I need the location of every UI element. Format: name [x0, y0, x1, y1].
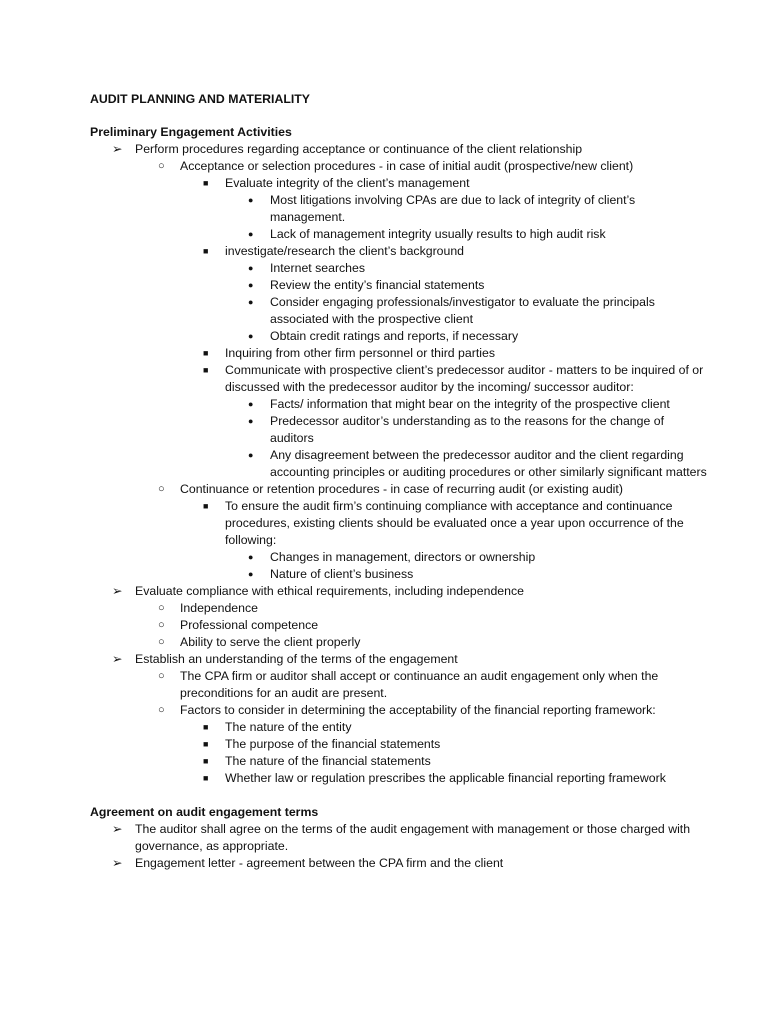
list-item [90, 668, 708, 702]
list-item-text: Any disagreement between the predecessor auditor and the client regarding accounting principles or auditing procedures or other similarly significant matters [270, 448, 707, 479]
square-bullet-icon: ■ [203, 756, 209, 766]
circle-bullet-icon: ○ [158, 483, 165, 495]
list-item [90, 549, 708, 566]
list-item [90, 634, 708, 651]
list-item [90, 583, 708, 600]
list-item [90, 141, 708, 158]
list-item-text: Facts/ information that might bear on the integrity of the prospective client [270, 397, 670, 411]
circle-bullet-icon: ○ [158, 619, 165, 631]
list-item-text: Consider engaging professionals/investigator to evaluate the principals associated with the prospective client [270, 295, 655, 326]
square-bullet-icon: ■ [203, 348, 209, 358]
list-item-text: Communicate with prospective client’s predecessor auditor - matters to be inquired of or discussed with the predecessor auditor by the incoming/ successor auditor: [225, 363, 704, 394]
list-item [90, 651, 708, 668]
arrow-bullet-icon: ➢ [112, 584, 123, 598]
dot-bullet-icon: ● [248, 331, 254, 341]
list-item-text: The CPA firm or auditor shall accept or continuance an audit engagement only when the preconditions for an audit are present. [180, 669, 659, 700]
document-body [90, 124, 708, 872]
list-item [90, 294, 708, 328]
list-item-text: Independence [180, 601, 258, 615]
list-item-text: Whether law or regulation prescribes the applicable financial reporting framework [225, 771, 666, 785]
list-item [90, 277, 708, 294]
circle-bullet-icon: ○ [158, 160, 165, 172]
list-item [90, 175, 708, 192]
list-item-text: The auditor shall agree on the terms of the audit engagement with management or those charged with governance, as appropriate. [135, 822, 691, 853]
list-item-text: Internet searches [270, 261, 366, 275]
list-item [90, 447, 708, 481]
square-bullet-icon: ■ [203, 722, 209, 732]
list-item [90, 345, 708, 362]
list-item [90, 362, 708, 396]
list-item [90, 702, 708, 719]
list-item [90, 566, 708, 583]
dot-bullet-icon: ● [248, 280, 254, 290]
list-item [90, 821, 708, 855]
list-item [90, 719, 708, 736]
list-item [90, 855, 708, 872]
dot-bullet-icon: ● [248, 450, 254, 460]
list-item [90, 226, 708, 243]
list-item-text: Most litigations involving CPAs are due to lack of integrity of client’s management. [270, 193, 636, 224]
dot-bullet-icon: ● [248, 229, 254, 239]
arrow-bullet-icon: ➢ [112, 652, 123, 666]
circle-bullet-icon: ○ [158, 704, 165, 716]
square-bullet-icon: ■ [203, 178, 209, 188]
arrow-bullet-icon: ➢ [112, 822, 123, 836]
list-item-text: Obtain credit ratings and reports, if necessary [270, 329, 519, 343]
dot-bullet-icon: ● [248, 552, 254, 562]
section-spacer [90, 787, 708, 804]
square-bullet-icon: ■ [203, 501, 209, 511]
list-item [90, 600, 708, 617]
list-item-text: Ability to serve the client properly [180, 635, 361, 649]
list-item [90, 396, 708, 413]
square-bullet-icon: ■ [203, 246, 209, 256]
dot-bullet-icon: ● [248, 297, 254, 307]
list-item-text: Establish an understanding of the terms of the engagement [135, 652, 458, 666]
square-bullet-icon: ■ [203, 365, 209, 375]
list-item-text: Changes in management, directors or ownership [270, 550, 536, 564]
square-bullet-icon: ■ [203, 739, 209, 749]
list-item [90, 158, 708, 175]
circle-bullet-icon: ○ [158, 602, 165, 614]
dot-bullet-icon: ● [248, 195, 254, 205]
list-item-text: The purpose of the financial statements [225, 737, 441, 751]
list-item-text: Predecessor auditor’s understanding as to the reasons for the change of auditors [270, 414, 664, 445]
list-item [90, 736, 708, 753]
document-title: AUDIT PLANNING AND MATERIALITY [90, 92, 310, 106]
list-item [90, 192, 708, 226]
section-heading: Preliminary Engagement Activities [90, 125, 292, 139]
dot-bullet-icon: ● [248, 399, 254, 409]
square-bullet-icon: ■ [203, 773, 209, 783]
list-item-text: Engagement letter - agreement between the CPA firm and the client [135, 856, 504, 870]
list-item [90, 328, 708, 345]
dot-bullet-icon: ● [248, 263, 254, 273]
arrow-bullet-icon: ➢ [112, 856, 123, 870]
list-item-text: Nature of client’s business [270, 567, 414, 581]
list-item [90, 243, 708, 260]
list-item-text: Review the entity’s financial statements [270, 278, 485, 292]
section-heading: Agreement on audit engagement terms [90, 805, 319, 819]
list-item [90, 617, 708, 634]
document-section [90, 787, 708, 872]
list-item-text: Continuance or retention procedures - in case of recurring audit (or existing audit) [180, 482, 623, 496]
list-item-text: Inquiring from other firm personnel or third parties [225, 346, 495, 360]
list-item [90, 770, 708, 787]
list-item [90, 753, 708, 770]
list-item-text: The nature of the entity [225, 720, 352, 734]
document-section [90, 124, 708, 787]
dot-bullet-icon: ● [248, 569, 254, 579]
circle-bullet-icon: ○ [158, 670, 165, 682]
list-item-text: Professional competence [180, 618, 319, 632]
list-item-text: Perform procedures regarding acceptance or continuance of the client relationship [135, 142, 583, 156]
list-item-text: The nature of the financial statements [225, 754, 431, 768]
list-item [90, 260, 708, 277]
list-item-text: Evaluate integrity of the client’s management [225, 176, 470, 190]
list-item [90, 498, 708, 549]
list-item-text: Factors to consider in determining the acceptability of the financial reporting framework: [180, 703, 656, 717]
list-item [90, 481, 708, 498]
list-item [90, 413, 708, 447]
list-item-text: investigate/research the client’s background [225, 244, 465, 258]
circle-bullet-icon: ○ [158, 636, 165, 648]
list-item-text: To ensure the audit firm’s continuing compliance with acceptance and continuance procedures, existing clients should be evaluated once a year upon occurrence of the following: [225, 499, 684, 547]
list-item-text: Lack of management integrity usually results to high audit risk [270, 227, 606, 241]
arrow-bullet-icon: ➢ [112, 142, 123, 156]
list-item-text: Evaluate compliance with ethical requirements, including independence [135, 584, 524, 598]
list-item-text: Acceptance or selection procedures - in case of initial audit (prospective/new client) [180, 159, 634, 173]
dot-bullet-icon: ● [248, 416, 254, 426]
